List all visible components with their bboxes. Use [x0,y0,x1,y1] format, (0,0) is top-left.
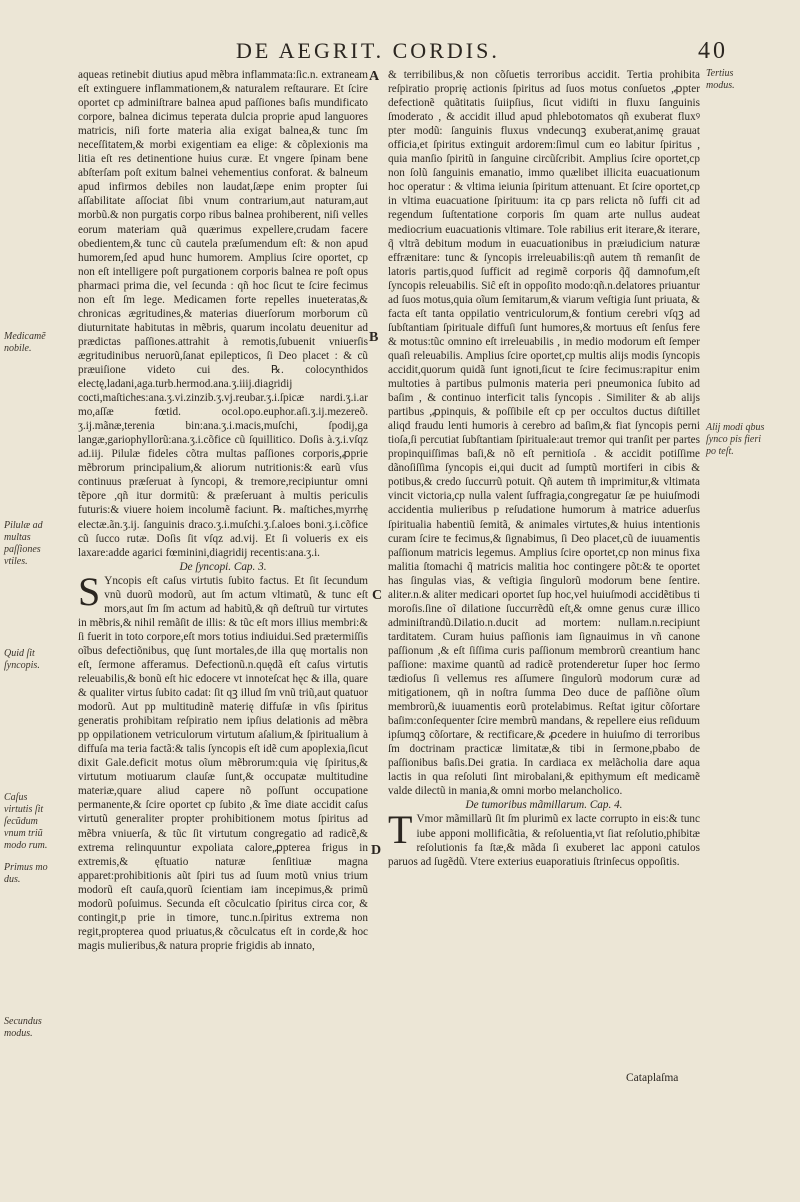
section-letter-b: B [369,330,379,345]
margin-note-primus-modus: Primus mo dus. [4,862,48,885]
section-letter-c: C [372,588,383,603]
margin-note-secundus-modus: Secundus modus. [4,1016,42,1039]
running-header [236,38,728,68]
margin-note-syncopis: Quid ſit ſyncopis. [4,648,40,671]
margin-note-casus-virtutis: Caſus virtutis ſit ſecũdum vnum triũ modo rum. [4,792,48,851]
right-column [388,68,700,869]
left-column [78,68,368,953]
chapter-heading-tumoribus: De tumoribus mãmillarum. Cap. 4. [465,799,623,812]
right-paragraph-1: & terribilibus,& non cõſuetis terroribus accidit. Tertia prohibita reſpiratio proprię actionis ſpiritus ad ſuos motus conſuetos ,ꝓpter defectionẽ quãtitatis ſuiipſius, ſicut vidiſti in fluxu ſanguinis ſmoderato , & accidit illud apud phlebotomatos qñ exuberat fluxꝰ pter modũ: ſanguinis fluxus vndecunqꝫ exuberat,animę grauat officia,et ſpiritus extinguit ardorem:ſimul cum eo labitur ſpiritus , quia manſio ſpiritũ in ſanguine circũſcribit. Amplius ſcire oportet,cp non ſolũ ſanguinis emanatio, immo quælibet illicita euacuationum hoc operatur : & vltima ieiunia ſpiritum attenuant. Et ſcire oportet,cp in vltima euacuatione ſpirituum: ita cp pars relicta nõ ſuffi cit ad regendum ſuſtentatione corporis ſm quam arte nullus audeat mediocrium euacuationis vltimare. Tole rabilius erit iterare,& iterare, q̃ vltrã debitum modum in euacuationibus in præiudicium naturæ effrænitare: tunc & ſyncopis irreleuabilis:qñ autem tñ remanſit de latoris partis,quod ſufficit ad regimẽ corporis q̃q̃ damnofum,eſt ſyncopis releuabilis. Siĉ eſt in oppoſito modo:qñ.n.delatores priuantur ad ſuos motus,quia oĩum ſemitarum,& viarum veſtigia ſunt priuata, & facta eſt tanta oppilatio ventriculorum,& fontium cerebri vſqꝫ ad ſubſtantiam ſpirituale diffuſi ſunt humores,& mortuus eſt ſenſus fere & motus:tũc omnino eſt irreleuabilis , in medio modorum eſt ſemper quaſi releuabilis. Amplius ſcire oportet,cp multis alijs modis ſyncopis accidit,quorum quidã ſunt ignoti,ſicut te ſcire fecimus:rapitur enim multoties à partibus pulmonis materia peri pneumonica ſubito ad baſim , & continuo interficit talis ſyncopis . Similiter & ab alijs partibus ,ꝓpinquis, & poſſibile eſt cp per occultos ductus diſtillet aliqd fraudu lenti humoris à cerebro ad baſim,& fiat ſyncopis perni tioſa,ſi percutiat ſubſtantiam ſpirituale:aut tremor qui tranſit per partes propinquiſſimas baſi,& nõ eſt pernitioſa . & accidit potiſſime dãnoſiſſima ſyncopis ei,qui ducit ad ſumptũ mortiferi in cibis & potibus,& credo ſuccurrũ potuit. Qñ autem tñ imprimitur,& vltimata vincit victoria,cp nulla valent ſuffragia,congregatur ſæ pe huiuſmodi accidentia mulieribus p reſudatione humorum à matrice aduerſus ſpiritualia habentiũ ſemitã, & animales virtutes,& huius intentionis curam ſcire te fecimus,& ſignabimus, ſi Deo placet,cũ de iuuamentis paſſionum matricis legemus. Amplius ſcire oportet,cp non minus fixa malitia ſtomachi q̃ matricis malitia hoc contingere põt:& te oportet has ſingulas vias, & veſtigia ſingulorũ modorum bene ſentire. aliter.n.& aliter medicari oportet ſup hoc,vel huiuſmodi accidẽtibus ti moroſis.ſine oĩ dilatione ſuccurrẽdũ eſt,& omne genus curæ illico adminiſtrandũ.Dilatio.n.ducit ad mortem: nullam.n.recipiunt tarditatem. Curam huius paſſionis iam ſignauimus in vñ canone paſſionum ,& eſt ſiſſima curis paſſionum membrorũ creantium hanc paſſione: maxime quantũ ad radicẽ protenderetur ſuper hoc ſermo tædioſus ſi vellemus res aſſumere ſingulorũ modorum curæ ad mitigationem, qñ in noſtra ſumma Deo duce de paſſiõne oĩum membrorũ,& iuuamentis eorũ protelabimus. Reſtat igitur cõſortare baſim:conſequenter ſcire membrũ mandans, & repellere eius reſiduum ipſumqꝫ cõſortare, & rectificare,& ꝓcedere in huiuſmo di terroribus ſm doctrinam practicæ limitatæ,& tibi in ſermone,pbabo de paſſionibus baſis.Dei gratia. In cardiaca ex melãcholia dare aqua lactis in qua reſoluti ſint mirobalani,& epithymum eſt medicamẽ valde dilectũ in mania,& omni morbo melancholico. [388,69,700,798]
section-letter-d: D [371,843,382,858]
page-number: 40 [698,38,728,64]
left-paragraph-1: aqueas retinebit diutius apud mẽbra inflammata:ſic.n. extraneam eſt extinguere inflammationem,& naturalem reſtaurare. Et ſcire oportet cp adminiſtrare balnea apud paſſiones baſis mundificato corpore, balnea dicimus teperata dulcia proprie apud languores matricis, niſi forte materia alia exigat balnea,& tunc ſm neceſſitatem,& morbi exigentiam ea elige: & cõplexionis ma litia eſt res detinentione huius curæ. Et vngere ſpinam bene abſterſam poſt exitum balnei vehementius conforat. & balneum apud infirmos debiles non laudat,ſæpe enim propter ſui aſſabilitate aſſociat ſibi vnum contrarium,aut naturam,aut morbũ.& non purgatis corpo ribus balnea prohiberent, niſi velles eorum materiam quã quærimus expellere,crudam facere obedientem,& tunc cũ cautela præſumendum eſt: & non apud humorem,ſed apud hunc humorem. Amplius ſcire oportet, cp non eſt intelligere poſt purgationem corporis balnea re poſt opus pharmaci prima die, vel ſecunda : qñ hoc ſicut te ſcire fecimus non eſt ſm lege. Medicamen forte repelles inueteratas,& chronicas ægritudines,& materias diuerſorum morborum cũ diuturnitate habitutas in mẽbris, quarum incolatu deuenitur ad prædictas paſſiones.attrahit à remotis,ſubuenit vniuerſis ægritudinibus neruorũ,ſanat epilepticos, ſi Deo placet : & cũ præuiſione videto cui des. ℞. colocynthidos electę,ladani,aga.turb.hermod.ana.ʒ.iiij.diagridij cocti,maſtiches:ana.ʒ.vi.zinzib.ʒ.vj.reubar.ʒ.i.ſpicæ nardi.ʒ.i.ar mo,aſſæ fœtid. ocol.opo.euphor.aſi.ʒ.ij.mezereõ. ʒ.ij.mãnæ,terenia bin:ana.ʒ.i.macis,muſchi, ſpodij,ga langæ,gariophyllorũ:ana.ʒ.i.cõfice cũ ſquillitico. Doſis à.ʒ.i.vſqz ad.iij. Pilulæ fideles cõtra multas paſſiones corporis,ꝓprie mẽbrorum principalium,& aliorum nutritionis:& earũ vſus continuus præſeruat à ſyncopi, & tremore,recipiuntur omni tẽpore ,qñ itur dormitũ: & præſeruant à multis periculis futuris:& viuere hoiem incolumẽ faciunt. ℞. maſtiches,myrrhę electæ.ãn.ʒ.ij. ſanguinis draco.ʒ.i.muſchi.ʒ.ſ.aloes boni.ʒ.i.cõfice cũ ſucco rutæ. Doſis ſit vſqz ad.vij. Et ſi volueris ex eis laxare:adde agarici fœminini,diagridij recentis:ana.ʒ.i. [78,69,368,559]
chapter-heading-syncopi: De ſyncopi. Cap. 3. [179,560,267,573]
dropcap-t: T [388,807,413,853]
running-title: DE AEGRIT. CORDIS. [236,38,500,63]
catchword: Cataplaſma [626,1072,679,1084]
margin-note-pilulae: Pilulæ ad multas paſſiones vtiles. [4,520,43,567]
left-paragraph-2-text: Yncopis eſt caſus virtutis ſubito factus. Et ſit ſecundum vnũ duorũ modorũ, aut ſm actum vltimatũ, & tunc eſt mors,aut ſm ſm actum ad habitũ,& qñ deſtruũ tur virtutes in mẽbris,& nihil remãſit de illis: & tũc eſt mors illius membri:& ſi fuerit in toto corpore,eſt mors totius indiuidui.Sed prætermiſſis oĩbus defectiõnibus, quę ſunt mortales,de illa quę mortalis non eſt, ſermone afferamus. Defectionũ.n.quędã eſt caſus virtutis releuabilis,& bonũ eſt hic edocere vt innoteſcat hęc & illa, quare & qualiter virtus ſubito cadat: ſit qꝫ illud ſm vnũ triũ,aut quatuor modorũ. Aut pp multitudinẽ materię diffuſæ in vſis ſpiritus generatis prohibitam reſpiratio nem ipſius delationis ad mẽbra pp oppilationem vetriculorum virtutum aſalium,& ſpiritualium à diffuſa ma teria factã:& talis ſyncopis eſt idẽ cum apoplexia,ſicut dixit Gale.deficit motus oĩum mẽbrorum:quia vię ſpiritus,& virtutum motiuarum clauſæ ſunt,& occupatæ multitudine materiæ,quare aliud capere nõ poſſunt occupatione permanente,& ſcire oportet cp ſubito ,& ĩme diate accidit caſus virtutũ generaliter propter prohibitionem motus ſpiritus ad mẽbra vniuerſa, & tũc ſit virtutum congregatio ad radicẽ,& extrema relinquuntur expoliata calore,ꝓpterea frigus in extremis,& ęſtuatio naturæ ſenſitiuæ magna apparet:prohibitionis aũt ſpiri tus ad ſuum motũ vnius trium modorũ eſt cauſa,quorũ ſcientiam iam incepimus,& primũ modorũ poſuimus. Secunda eſt cõculcatio ſpiritus circa cor, & contingit,p prie in timore, tunc.n.ſpiritus extrema non regit,propterea quod priuatus,& cõculcatus eſt in corde,& hoc magis mulieribus,& natura proprie frigidis ab innato, [78,574,368,952]
right-paragraph-2 [388,807,700,868]
right-paragraph-2-text: Vmor mãmillarũ ſit ſm plurimũ ex lacte corrupto in eis:& tunc iube apponi mollificãtia, & reſoluentia,vt ſiat reſolutio,phibitæ reſolutionis fa ſtæ,& mãda ſi exuberet lac apponi catulos paruos ad ſugẽdũ. Vtere exterius euaporatiuis ſtrinſecus oppoſitis. [388,813,700,868]
dropcap-s: S [78,568,101,614]
margin-note-alij-modi: Alij modi qbus ſynco pis fieri po teſt. [706,422,765,457]
left-paragraph-2 [78,568,368,953]
section-letter-a: A [369,69,380,84]
margin-note-medicamen: Medicamẽ nobile. [4,331,46,354]
margin-note-tertius-modus: Tertius modus. [706,68,735,91]
